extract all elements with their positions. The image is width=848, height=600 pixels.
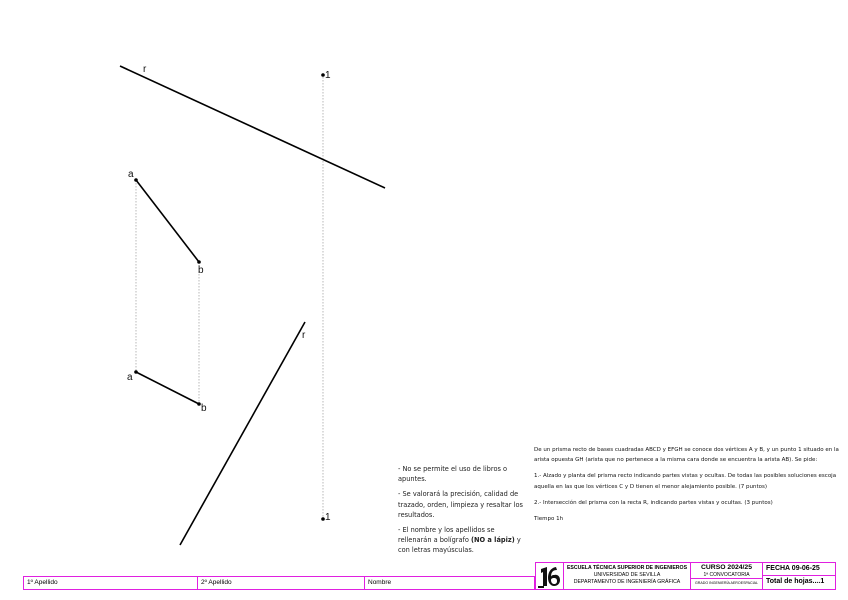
line-r-elevation [120,66,385,188]
label-1-top: 1 [325,70,331,81]
school-name: ESCUELA TÉCNICA SUPERIOR DE INGENIEROS [566,565,688,571]
school-info [564,563,691,589]
logo-icon [536,563,563,589]
label-a-bottom: a [127,372,133,383]
course-info [691,563,763,589]
label-r-top: r [143,64,147,75]
exam-date: FECHA 09-06-25 [763,563,835,576]
label-a-top: a [128,169,134,180]
rule-item: - Se valorará la precisión, calidad de trazado, orden, limpieza y resaltar los resultados. [398,490,523,519]
segment-ab-elevation [136,180,199,262]
point-b-top [197,260,201,264]
surname1-label: 1º Apellido [27,579,58,586]
rule-text: y con letras mayúsculas. [398,536,521,555]
name-fields-bar [23,576,535,590]
point-a-bottom [134,370,138,374]
exam-call: 1ª CONVOCATORIA [703,572,750,578]
problem-intro: De un prisma recto de bases cuadradas ABCD y EFGH se conoce dos vértices A y B, y un punto 1 situado en la arista opuesta GH (arista que no pertenece a la misma cara donde se encuentra la arista AB). Se pide: [534,447,839,464]
segment-ab-plan [136,372,199,404]
total-sheets: Total de hojas....1 [766,578,825,585]
name-label: Nombre [368,579,392,586]
name-field[interactable] [365,577,534,589]
surname2-label: 2º Apellido [201,579,232,586]
rule-text: - El nombre y los apellidos se rellenarán a bolígrafo [398,526,495,545]
degree-name: GRADO INGENIERÍA AEROESPACIAL [691,578,762,587]
problem-time: Tiempo 1h [534,516,564,523]
problem-task-1: 1.- Alzado y planta del prisma recto indicando partes vistas y ocultas. De todas las posibles soluciones escoja aquella en las que los vértices C y D tienen el menor alejamiento posible. (7 puntos) [534,473,837,490]
label-b-top: b [198,265,204,276]
rule-item: - No se permite el uso de libros o apuntes. [398,465,508,484]
exam-rules [398,464,528,561]
rule-item [398,525,528,556]
department-name: DEPARTAMENTO DE INGENIERÍA GRÁFICA [573,579,681,585]
label-b-bottom: b [201,403,207,414]
label-1-bottom: 1 [325,512,331,523]
surname1-field[interactable] [24,577,198,589]
rule-emphasis: (NO a lápiz) [471,536,515,545]
course-year: CURSO 2024/25 [700,564,752,571]
surname2-field[interactable] [198,577,365,589]
date-info [763,563,835,589]
label-r-bottom: r [302,330,306,341]
point-a-top [134,178,138,182]
problem-statement [534,445,840,530]
university-logo [536,563,564,589]
title-block [535,562,836,590]
university-name: UNIVERSIDAD DE SEVILLA [593,572,661,578]
problem-task-2: 2.- Intersección del prisma con la recta R, indicando partes vistas y ocultas. (3 puntos) [534,499,773,506]
